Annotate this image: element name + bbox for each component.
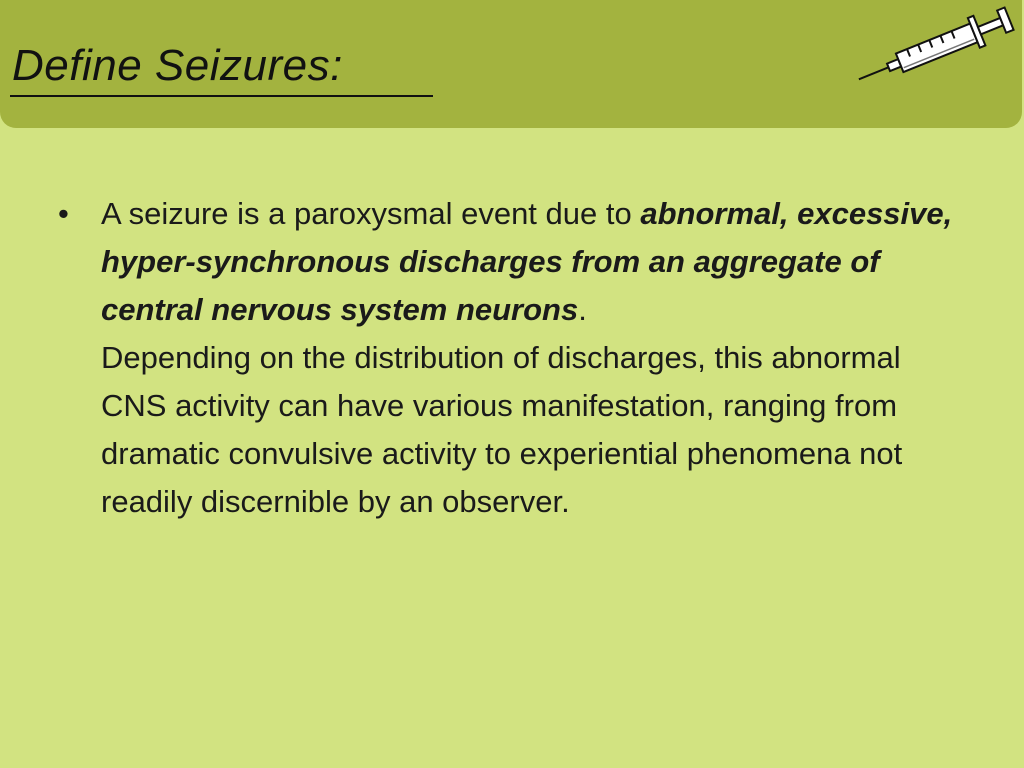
bullet-intro-text: A seizure is a paroxysmal event due to bbox=[101, 196, 641, 231]
slide-title: Define Seizures: bbox=[12, 41, 343, 90]
bullet-continuation-text: Depending on the distribution of discharges, this abnormal CNS activity can have various manifestation, ranging from dramatic convulsive activity to experiential phenomena not readily discernible by an observer. bbox=[101, 340, 903, 519]
syringe-icon bbox=[850, 4, 1022, 88]
title-underline bbox=[10, 95, 433, 97]
bullet-period: . bbox=[578, 292, 587, 327]
bullet-mark: • bbox=[58, 196, 69, 231]
bullet-emphasis-text: abnormal, excessive, hyper-synchronous discharges from an aggregate of central nervous system neurons bbox=[101, 196, 953, 327]
bullet-item bbox=[58, 190, 958, 526]
slide-body bbox=[58, 190, 958, 526]
